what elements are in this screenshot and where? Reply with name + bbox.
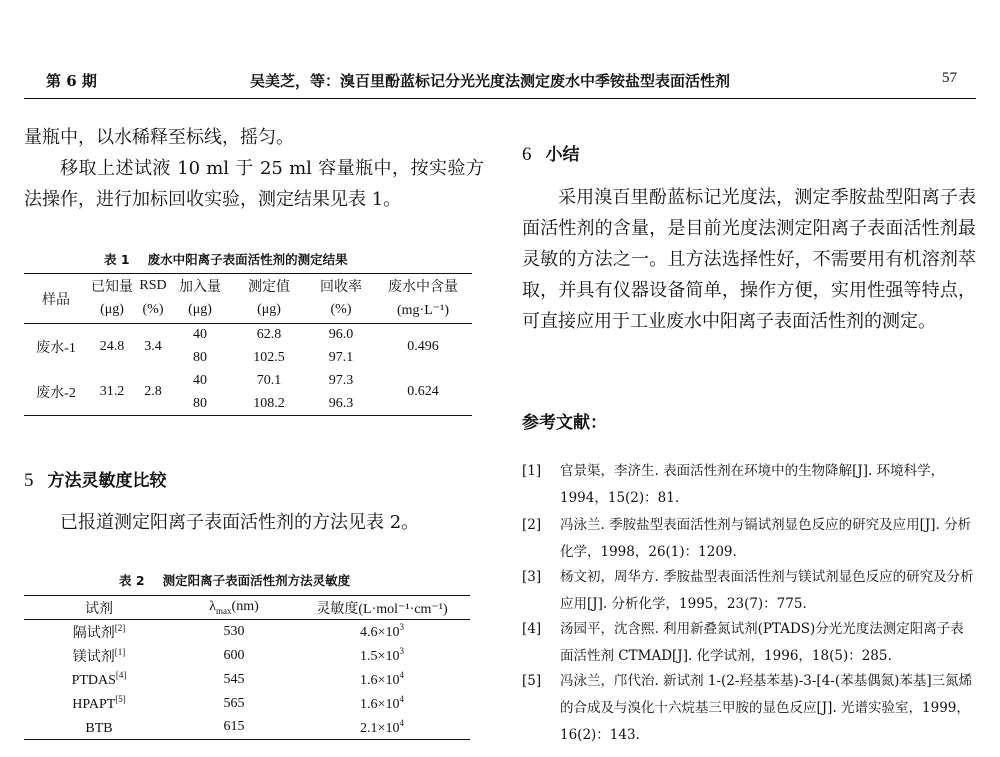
reference-text: 官景渠，李济生. 表面活性剂在环境中的生物降解[J]. 环境科学，1994，15(2)：81. bbox=[560, 463, 945, 506]
reference-item bbox=[522, 616, 976, 670]
t1-unit-known: (μg) bbox=[100, 302, 124, 318]
t1-header-sample: 样品 bbox=[42, 292, 70, 308]
section5-title: 方法灵敏度比较 bbox=[47, 471, 167, 491]
page-number: 57 bbox=[942, 70, 957, 86]
running-title: 吴美芝，等：溴百里酚蓝标记分光光度法测定废水中季铵盐型表面活性剂 bbox=[250, 72, 731, 90]
t2-lambda: 530 bbox=[223, 623, 245, 639]
t1-recovery: 97.1 bbox=[328, 350, 354, 365]
t1-added: 80 bbox=[193, 350, 207, 365]
t1-unit-added: (μg) bbox=[188, 302, 212, 318]
table1-caption bbox=[104, 250, 348, 268]
t1-recovery: 96.3 bbox=[328, 395, 354, 411]
t1-unit-rsd: (%) bbox=[142, 302, 164, 318]
references-title: 参考文献： bbox=[522, 413, 607, 433]
t2-reagent: BTB bbox=[85, 720, 113, 736]
t2-reagent: 隔试剂[2] bbox=[72, 622, 126, 641]
t1-content: 0.624 bbox=[407, 384, 439, 400]
reference-number: [1] bbox=[522, 463, 542, 479]
table1-number: 表 1 bbox=[104, 252, 130, 267]
section6-title: 小结 bbox=[545, 145, 580, 165]
table-row bbox=[24, 668, 470, 692]
t1-rsd: 2.8 bbox=[144, 384, 162, 400]
t2-lambda: 615 bbox=[223, 719, 245, 735]
t1-rsd: 3.4 bbox=[144, 338, 162, 354]
table1 bbox=[24, 273, 472, 416]
t1-measured: 108.2 bbox=[253, 395, 285, 411]
paragraph-recovery-test: 移取上述试液 10 ml 于 25 ml 容量瓶中，按实验方法操作，进行加标回收实验，测定结果见表 1。 bbox=[24, 158, 484, 210]
section6-heading bbox=[522, 140, 580, 166]
reference-item bbox=[522, 668, 976, 749]
t1-header-added: 加入量 bbox=[179, 279, 221, 295]
t1-header-content: 废水中含量 bbox=[388, 279, 458, 295]
t1-header-measured: 测定值 bbox=[248, 279, 290, 295]
t1-header-known: 已知量 bbox=[91, 279, 133, 295]
t1-sample: 废水-1 bbox=[36, 340, 76, 356]
reference-number: [5] bbox=[522, 673, 542, 689]
t1-added: 40 bbox=[193, 327, 207, 343]
section5-heading bbox=[24, 466, 167, 492]
t1-measured: 70.1 bbox=[256, 373, 282, 388]
left-column-text-top bbox=[24, 122, 484, 215]
references-heading bbox=[522, 408, 607, 433]
t1-measured: 102.5 bbox=[253, 350, 285, 365]
t1-added: 40 bbox=[193, 373, 207, 388]
t2-reagent: HPAPT[5] bbox=[72, 694, 126, 712]
reference-number: [3] bbox=[522, 569, 542, 585]
table-row bbox=[24, 692, 470, 716]
t2-sensitivity: $2.1\times 10^4$ bbox=[360, 717, 404, 736]
table2-title: 测定阳离子表面活性剂方法灵敏度 bbox=[162, 573, 351, 588]
issue-label: 第 6 期 bbox=[46, 72, 97, 90]
header-rule bbox=[24, 98, 976, 99]
table2-caption bbox=[119, 571, 350, 589]
paragraph-methods: 已报道测定阳离子表面活性剂的方法见表 2。 bbox=[60, 512, 420, 533]
table2-number: 表 2 bbox=[119, 573, 145, 588]
t1-header-rsd: RSD bbox=[139, 277, 167, 293]
left-column-text-mid bbox=[24, 507, 484, 538]
table-row bbox=[24, 716, 470, 740]
t1-known: 24.8 bbox=[99, 338, 125, 354]
table2 bbox=[24, 595, 470, 740]
t2-reagent: 镁试剂[1] bbox=[72, 646, 126, 665]
t2-sensitivity: $1.5\times 10^3$ bbox=[360, 646, 404, 664]
t1-recovery: 97.3 bbox=[328, 373, 354, 388]
reference-text: 杨文初，周华方. 季胺盐型表面活性剂与镁试剂显色反应的研究及分析应用[J]. 分析化学，1995，23(7)：775. bbox=[560, 569, 974, 612]
section5-number: 5 bbox=[24, 470, 34, 491]
reference-item bbox=[522, 458, 976, 512]
reference-item bbox=[522, 564, 976, 618]
t2-reagent: PTDAS[4] bbox=[71, 670, 127, 688]
t2-header-reagent: 试剂 bbox=[85, 601, 113, 617]
paragraph-summary: 采用溴百里酚蓝标记光度法，测定季胺盐型阳离子表面活性剂的含量，是目前光度法测定阳离子表面活性剂最灵敏的方法之一。且方法选择性好，不需要用有机溶剂萃取，并具有仪器设备简单，操作方便，实用性强等特点，可直接应用于工业废水中阳离子表面活性剂的测定。 bbox=[522, 187, 976, 332]
t1-recovery: 96.0 bbox=[328, 327, 354, 343]
t1-header-recovery: 回收率 bbox=[320, 279, 362, 295]
t1-content: 0.496 bbox=[407, 338, 439, 354]
t2-lambda: 600 bbox=[223, 647, 245, 663]
t1-measured: 62.8 bbox=[256, 327, 282, 343]
section6-number: 6 bbox=[522, 144, 532, 165]
paragraph-continued: 量瓶中，以水稀释至标线，摇匀。 bbox=[24, 127, 294, 148]
t1-unit-recovery: (%) bbox=[330, 302, 352, 318]
t2-sensitivity: $1.6\times 10^4$ bbox=[360, 694, 404, 712]
table-row bbox=[24, 620, 470, 644]
t1-unit-content: (mg·L⁻¹) bbox=[396, 302, 449, 318]
table-row bbox=[24, 324, 472, 347]
reference-item bbox=[522, 512, 976, 566]
t2-header-lambda: $\lambda_{max}(nm)$ bbox=[209, 599, 259, 616]
reference-text: 冯泳兰. 季胺盐型表面活性剂与镉试剂显色反应的研究及应用[J]. 分析化学，1998，26(1)：1209. bbox=[560, 517, 972, 560]
reference-number: [2] bbox=[522, 517, 542, 533]
t1-sample: 废水-2 bbox=[36, 386, 76, 402]
reference-text: 冯泳兰，邝代治. 新试剂 1-(2-羟基苯基)-3-[4-(苯基偶氮)苯基]三氮烯的合成及与溴化十六烷基三甲胺的显色反应[J]. 光谱实验室，1999，16(2)：143. bbox=[560, 673, 973, 743]
t2-sensitivity: $4.6\times 10^3$ bbox=[360, 622, 404, 641]
table1-title: 废水中阳离子表面活性剂的测定结果 bbox=[147, 252, 348, 267]
t2-header-sensitivity: 灵敏度(L·mol⁻¹·cm⁻¹) bbox=[316, 601, 448, 617]
t1-added: 80 bbox=[193, 395, 207, 411]
t1-unit-measured: (μg) bbox=[257, 302, 281, 318]
reference-number: [4] bbox=[522, 621, 542, 637]
t1-known: 31.2 bbox=[99, 384, 125, 400]
table-row bbox=[24, 644, 470, 668]
table-row bbox=[24, 370, 472, 393]
right-column-summary bbox=[522, 182, 976, 337]
t2-lambda: 565 bbox=[223, 695, 245, 711]
t2-lambda: 545 bbox=[223, 671, 245, 687]
reference-text: 汤园平，沈含熙. 利用新叠氮试剂(PTADS)分光光度法测定阳离子表面活性剂 CTMAD[J]. 化学试剂，1996，18(5)：285. bbox=[560, 621, 964, 664]
t2-sensitivity: $1.6\times 10^4$ bbox=[360, 670, 404, 688]
